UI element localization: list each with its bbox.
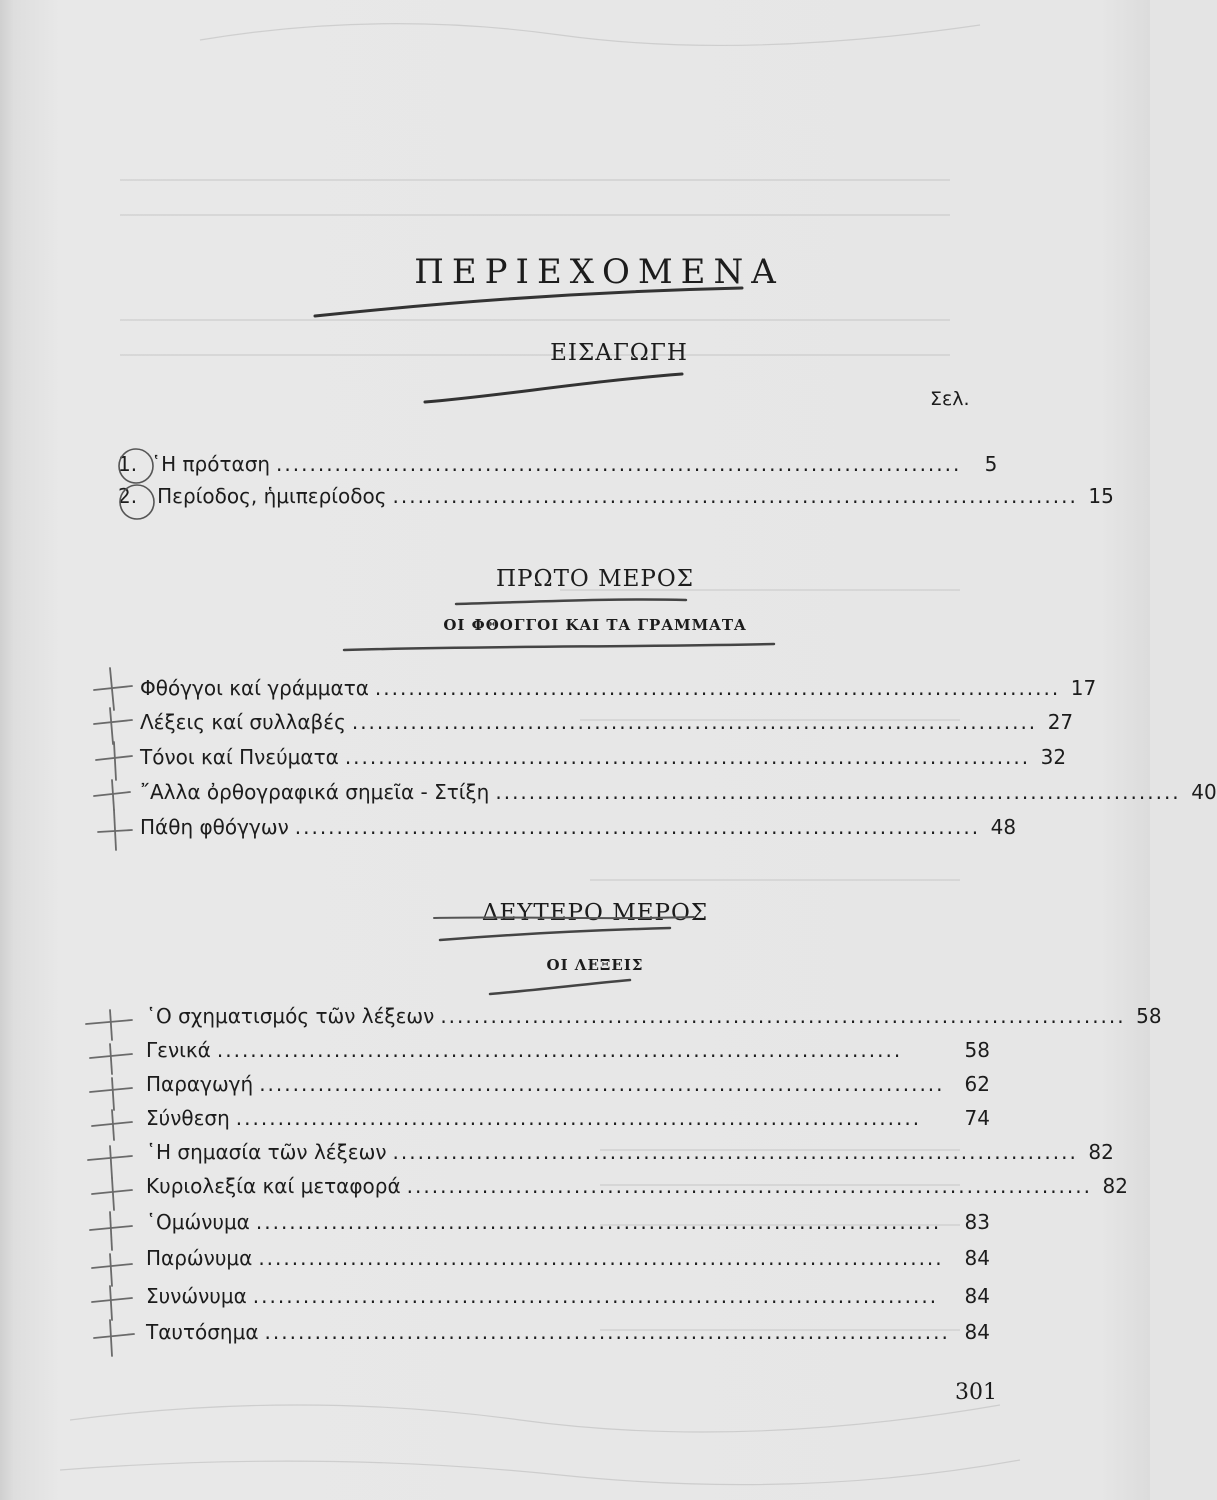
entry-page: 62 — [964, 1072, 990, 1096]
toc-entry — [146, 1106, 990, 1130]
entry-page: 5 — [984, 452, 998, 476]
page-number: 301 — [955, 1380, 997, 1405]
entry-number: 1. — [118, 452, 138, 476]
part1-underline — [452, 592, 692, 612]
part2-heading: ΔΕΥΤΕΡΟ ΜΕΡΟΣ — [481, 900, 709, 926]
toc-entry — [118, 484, 1114, 508]
toc-entry — [146, 1038, 990, 1062]
toc-entry — [146, 1140, 1114, 1164]
leader-dots: .................................................................................. — [294, 815, 981, 839]
leader-dots: .................................................................................. — [252, 1284, 939, 1308]
entry-page: 58 — [964, 1038, 990, 1062]
part2-sub-underline — [486, 976, 636, 1000]
leader-dots: .................................................................................. — [374, 676, 1061, 700]
entry-page: 84 — [964, 1320, 990, 1344]
entry-page: 58 — [1136, 1004, 1162, 1028]
entry-title: Παρώνυμα — [146, 1246, 253, 1270]
entry-title: ῾Η σημασία τῶν λέξεων — [146, 1140, 387, 1164]
entry-page: 83 — [964, 1210, 990, 1234]
toc-entry — [146, 1174, 1128, 1198]
entry-title: Λέξεις καί συλλαβές — [140, 710, 346, 734]
leader-dots: .................................................................................. — [255, 1210, 942, 1234]
entry-title: Συνώνυμα — [146, 1284, 247, 1308]
intro-heading: ΕΙΣΑΓΩΓΗ — [550, 340, 688, 366]
entry-title: ῾Ο σχηματισμός τῶν λέξεων — [146, 1004, 435, 1028]
entry-title: Τόνοι καί Πνεύματα — [140, 745, 339, 769]
part2-underline — [436, 924, 676, 946]
leader-dots: .................................................................................. — [344, 745, 1031, 769]
entry-title: Περίοδος, ἡμιπερίοδος — [157, 484, 387, 508]
leader-dots: .................................................................................. — [235, 1106, 922, 1130]
leader-dots: .................................................................................. — [276, 452, 962, 476]
toc-entry — [140, 676, 1097, 700]
entry-title: Σύνθεση — [146, 1106, 230, 1130]
entry-title: ῎Αλλα ὀρθογραφικά σημεῖα - Στίξη — [140, 780, 490, 804]
toc-entry — [140, 710, 1074, 734]
leader-dots: .................................................................................. — [259, 1072, 945, 1096]
entry-page: 84 — [964, 1246, 990, 1270]
toc-entry — [140, 745, 1067, 769]
leader-dots: .................................................................................. — [495, 780, 1181, 804]
toc-entry — [146, 1210, 990, 1234]
page-column-label: Σελ. — [930, 388, 970, 410]
leader-dots: .................................................................................. — [264, 1320, 950, 1344]
entry-title: ῾Ομώνυμα — [146, 1210, 250, 1234]
entry-title: Πάθη φθόγγων — [140, 815, 289, 839]
entry-page: 27 — [1047, 710, 1074, 734]
toc-entry — [146, 1320, 990, 1344]
leader-dots: .................................................................................. — [392, 484, 1078, 508]
toc-entry — [146, 1246, 990, 1270]
page-title: ΠΕΡΙΕΧΟΜΕΝΑ — [414, 252, 784, 292]
toc-entry — [146, 1072, 990, 1096]
entry-title: Παραγωγή — [146, 1072, 254, 1096]
entry-page: 48 — [990, 815, 1017, 839]
entry-title: Φθόγγοι καί γράμματα — [140, 676, 369, 700]
intro-underline — [420, 368, 690, 408]
entry-title: ῾Η πρόταση — [151, 452, 271, 476]
part1-subheading: ΟΙ ΦΘΟΓΓΟΙ ΚΑΙ ΤΑ ΓΡΑΜΜΑΤΑ — [443, 616, 747, 634]
leader-dots: .................................................................................. — [351, 710, 1038, 734]
leader-dots: .................................................................................. — [440, 1004, 1126, 1028]
toc-entry — [140, 815, 1017, 839]
entry-page: 32 — [1040, 745, 1067, 769]
entry-number: 2. — [118, 484, 138, 508]
part2-subheading: ΟΙ ΛΕΞΕΙΣ — [546, 956, 644, 974]
entry-title: Γενικά — [146, 1038, 211, 1062]
toc-entry — [146, 1004, 1162, 1028]
part1-sub-underline — [340, 638, 780, 658]
toc-entry — [140, 780, 1217, 804]
leader-dots: .................................................................................. — [258, 1246, 944, 1270]
leader-dots: .................................................................................. — [216, 1038, 903, 1062]
entry-page: 15 — [1088, 484, 1114, 508]
toc-entry — [118, 452, 998, 476]
entry-page: 40 — [1191, 780, 1217, 804]
entry-page: 82 — [1088, 1140, 1114, 1164]
entry-page: 82 — [1102, 1174, 1128, 1198]
toc-entry — [146, 1284, 990, 1308]
leader-dots: .................................................................................. — [392, 1140, 1078, 1164]
entry-page: 84 — [964, 1284, 990, 1308]
entry-page: 74 — [964, 1106, 990, 1130]
entry-title: Ταυτόσημα — [146, 1320, 259, 1344]
leader-dots: .................................................................................. — [406, 1174, 1092, 1198]
entry-title: Κυριολεξία καί μεταφορά — [146, 1174, 401, 1198]
part1-heading: ΠΡΩΤΟ ΜΕΡΟΣ — [495, 566, 695, 592]
entry-page: 17 — [1070, 676, 1097, 700]
